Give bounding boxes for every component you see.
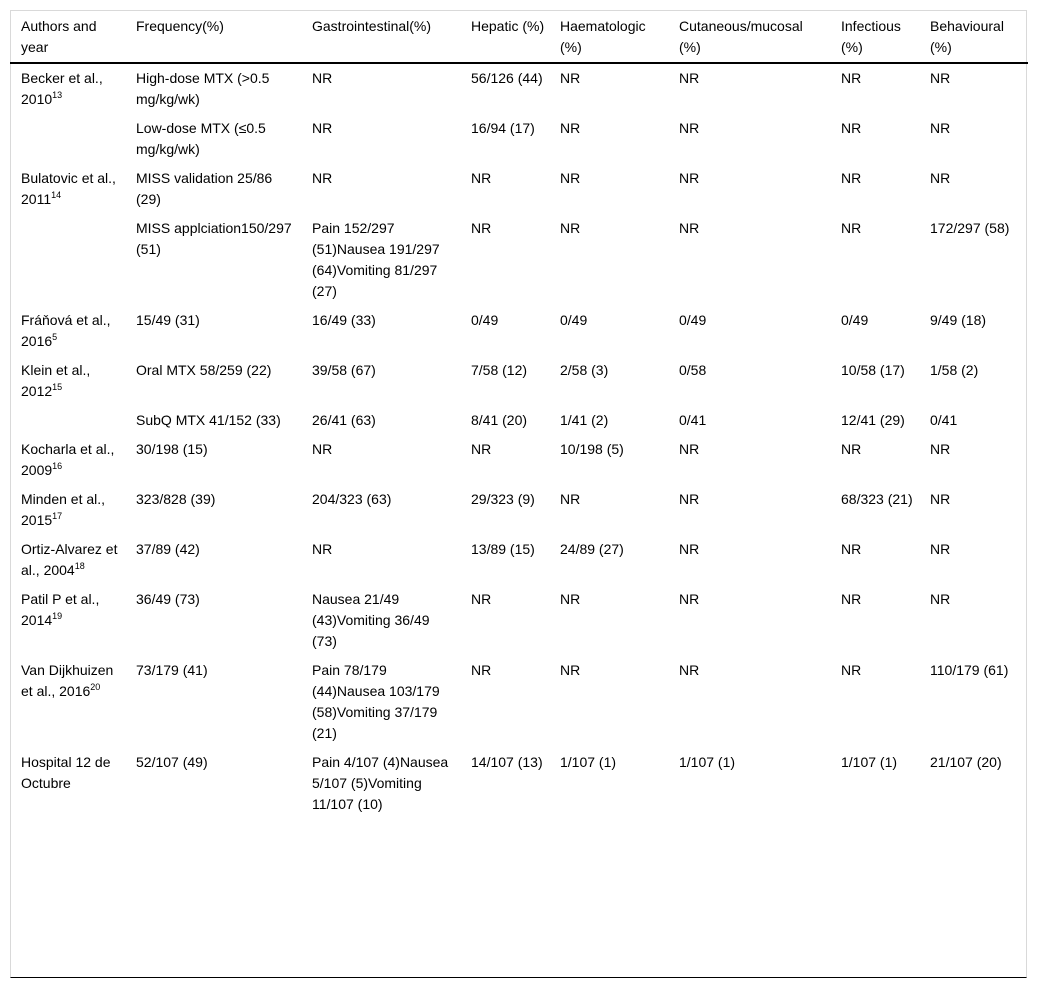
cell-hepatic xyxy=(460,485,549,535)
cell-hepatic-text: 14/107 (13) xyxy=(471,754,543,770)
cell-infectious-text: 10/58 (17) xyxy=(841,362,905,378)
reference-number: 17 xyxy=(52,511,63,521)
cell-infectious-text: NR xyxy=(841,541,862,557)
cell-cutaneous xyxy=(668,63,830,114)
cell-infectious-text: NR xyxy=(841,441,862,457)
cell-behavioural xyxy=(919,306,1028,356)
cell-infectious xyxy=(830,485,919,535)
header-infectious: Infectious (%) xyxy=(830,10,919,63)
cell-gastrointestinal-text: Nausea 21/49 (43)Vomiting 36/49 (73) xyxy=(312,591,430,649)
table-row xyxy=(10,63,1028,114)
cell-frequency xyxy=(125,114,301,164)
cell-gastrointestinal xyxy=(301,356,460,406)
cell-cutaneous-text: 0/41 xyxy=(679,412,707,428)
cell-author xyxy=(10,406,125,435)
cell-hepatic xyxy=(460,535,549,585)
cell-hepatic xyxy=(460,356,549,406)
cell-hepatic-text: 56/126 (44) xyxy=(471,70,543,86)
cell-hepatic-text: 16/94 (17) xyxy=(471,120,535,136)
cell-behavioural-text: 172/297 (58) xyxy=(930,220,1010,236)
cell-infectious xyxy=(830,356,919,406)
cell-hepatic-text: NR xyxy=(471,170,492,186)
cell-gastrointestinal xyxy=(301,435,460,485)
cell-gastrointestinal-text: NR xyxy=(312,541,333,557)
cell-behavioural-text: NR xyxy=(930,591,951,607)
table-row xyxy=(10,748,1028,821)
cell-behavioural xyxy=(919,63,1028,114)
header-frequency: Frequency(%) xyxy=(125,10,301,63)
cell-cutaneous xyxy=(668,306,830,356)
cell-cutaneous-text: NR xyxy=(679,220,700,236)
reference-number: 19 xyxy=(52,611,63,621)
cell-hepatic-text: NR xyxy=(471,441,492,457)
header-row xyxy=(10,10,1028,63)
cell-gastrointestinal xyxy=(301,214,460,306)
cell-cutaneous xyxy=(668,406,830,435)
cell-haematologic-text: 24/89 (27) xyxy=(560,541,624,557)
cell-behavioural xyxy=(919,535,1028,585)
cell-hepatic-text: 8/41 (20) xyxy=(471,412,528,428)
cell-cutaneous xyxy=(668,214,830,306)
cell-infectious-text: NR xyxy=(841,170,862,186)
cell-frequency-text: SubQ MTX 41/152 (33) xyxy=(136,412,281,428)
cell-author xyxy=(10,748,125,821)
cell-author-text: Minden et al., 2015 xyxy=(21,491,106,528)
cell-author xyxy=(10,164,125,214)
cell-author-text: Ortiz-Alvarez et al., 2004 xyxy=(21,541,118,578)
cell-behavioural xyxy=(919,656,1028,748)
reference-number: 15 xyxy=(52,382,63,392)
cell-hepatic xyxy=(460,114,549,164)
cell-gastrointestinal-text: NR xyxy=(312,70,333,86)
cell-cutaneous xyxy=(668,164,830,214)
cell-behavioural-text: 9/49 (18) xyxy=(930,312,987,328)
cell-infectious xyxy=(830,164,919,214)
cell-cutaneous-text: NR xyxy=(679,120,700,136)
cell-behavioural-text: 1/58 (2) xyxy=(930,362,979,378)
cell-behavioural xyxy=(919,356,1028,406)
cell-behavioural-text: 21/107 (20) xyxy=(930,754,1002,770)
cell-cutaneous-text: NR xyxy=(679,441,700,457)
cell-cutaneous-text: 1/107 (1) xyxy=(679,754,736,770)
cell-hepatic xyxy=(460,164,549,214)
reference-number: 16 xyxy=(52,461,63,471)
cell-haematologic xyxy=(549,356,668,406)
cell-cutaneous-text: NR xyxy=(679,170,700,186)
cell-cutaneous xyxy=(668,585,830,656)
cell-infectious-text: NR xyxy=(841,591,862,607)
cell-frequency-text: 323/828 (39) xyxy=(136,491,216,507)
reference-number: 18 xyxy=(74,561,85,571)
reference-number: 20 xyxy=(90,682,101,692)
cell-frequency xyxy=(125,748,301,821)
cell-behavioural xyxy=(919,164,1028,214)
cell-gastrointestinal-text: 26/41 (63) xyxy=(312,412,376,428)
cell-haematologic-text: 0/49 xyxy=(560,312,588,328)
cell-frequency-text: 30/198 (15) xyxy=(136,441,208,457)
cell-gastrointestinal-text: NR xyxy=(312,170,333,186)
cell-frequency-text: Low-dose MTX (≤0.5 mg/kg/wk) xyxy=(136,120,266,157)
cell-haematologic-text: NR xyxy=(560,491,581,507)
cell-haematologic-text: NR xyxy=(560,70,581,86)
cell-author xyxy=(10,535,125,585)
cell-haematologic-text: NR xyxy=(560,170,581,186)
cell-infectious xyxy=(830,406,919,435)
cell-behavioural-text: NR xyxy=(930,170,951,186)
cell-haematologic xyxy=(549,114,668,164)
cell-haematologic xyxy=(549,585,668,656)
cell-gastrointestinal-text: Pain 4/107 (4)Nausea 5/107 (5)Vomiting 11/107 (10) xyxy=(312,754,449,812)
cell-gastrointestinal xyxy=(301,164,460,214)
cell-cutaneous-text: NR xyxy=(679,491,700,507)
cell-haematologic-text: 2/58 (3) xyxy=(560,362,609,378)
cell-frequency xyxy=(125,164,301,214)
cell-frequency xyxy=(125,485,301,535)
cell-author xyxy=(10,435,125,485)
cell-cutaneous xyxy=(668,535,830,585)
cell-cutaneous xyxy=(668,748,830,821)
cell-haematologic-text: 10/198 (5) xyxy=(560,441,624,457)
cell-gastrointestinal xyxy=(301,748,460,821)
cell-gastrointestinal xyxy=(301,656,460,748)
cell-behavioural-text: NR xyxy=(930,70,951,86)
cell-gastrointestinal-text: Pain 78/179 (44)Nausea 103/179 (58)Vomiting 37/179 (21) xyxy=(312,662,440,741)
cell-cutaneous-text: 0/58 xyxy=(679,362,707,378)
table-row xyxy=(10,214,1028,306)
cell-author-text: Fráňová et al., 2016 xyxy=(21,312,111,349)
cell-haematologic-text: NR xyxy=(560,662,581,678)
cell-behavioural xyxy=(919,406,1028,435)
cell-hepatic xyxy=(460,406,549,435)
cell-frequency-text: High-dose MTX (>0.5 mg/kg/wk) xyxy=(136,70,270,107)
cell-cutaneous xyxy=(668,435,830,485)
cell-hepatic-text: NR xyxy=(471,662,492,678)
cell-infectious xyxy=(830,535,919,585)
cell-gastrointestinal xyxy=(301,485,460,535)
cell-haematologic xyxy=(549,485,668,535)
cell-haematologic xyxy=(549,535,668,585)
cell-author xyxy=(10,63,125,114)
cell-behavioural xyxy=(919,485,1028,535)
cell-author xyxy=(10,214,125,306)
header-authors: Authors and year xyxy=(10,10,125,63)
cell-frequency xyxy=(125,656,301,748)
cell-haematologic xyxy=(549,306,668,356)
cell-hepatic xyxy=(460,435,549,485)
cell-infectious xyxy=(830,656,919,748)
cell-author xyxy=(10,485,125,535)
cell-infectious xyxy=(830,306,919,356)
cell-infectious-text: NR xyxy=(841,220,862,236)
cell-frequency xyxy=(125,214,301,306)
cell-gastrointestinal-text: NR xyxy=(312,120,333,136)
cell-infectious-text: 0/49 xyxy=(841,312,869,328)
cell-frequency xyxy=(125,535,301,585)
cell-hepatic-text: 13/89 (15) xyxy=(471,541,535,557)
cell-hepatic xyxy=(460,306,549,356)
cell-cutaneous xyxy=(668,656,830,748)
cell-author-text: Van Dijkhuizen et al., 2016 xyxy=(21,662,114,699)
cell-hepatic xyxy=(460,214,549,306)
cell-hepatic xyxy=(460,63,549,114)
reference-number: 13 xyxy=(52,90,63,100)
cell-hepatic-text: NR xyxy=(471,220,492,236)
cell-infectious-text: 1/107 (1) xyxy=(841,754,898,770)
cell-gastrointestinal xyxy=(301,535,460,585)
cell-infectious xyxy=(830,435,919,485)
cell-cutaneous-text: NR xyxy=(679,662,700,678)
cell-infectious-text: 68/323 (21) xyxy=(841,491,913,507)
cell-author-text: Patil P et al., 2014 xyxy=(21,591,100,628)
cell-frequency-text: MISS applciation150/297 (51) xyxy=(136,220,292,257)
cell-behavioural-text: NR xyxy=(930,441,951,457)
table-row xyxy=(10,656,1028,748)
cell-cutaneous xyxy=(668,114,830,164)
cell-gastrointestinal xyxy=(301,406,460,435)
cell-infectious xyxy=(830,585,919,656)
adverse-events-table xyxy=(10,10,1028,821)
cell-hepatic xyxy=(460,656,549,748)
cell-author-text: Becker et al., 2010 xyxy=(21,70,103,107)
cell-gastrointestinal xyxy=(301,585,460,656)
cell-haematologic xyxy=(549,748,668,821)
table-body xyxy=(10,63,1028,821)
table-row xyxy=(10,585,1028,656)
header-hepatic: Hepatic (%) xyxy=(460,10,549,63)
cell-frequency-text: Oral MTX 58/259 (22) xyxy=(136,362,272,378)
cell-hepatic-text: 29/323 (9) xyxy=(471,491,535,507)
cell-frequency-text: 52/107 (49) xyxy=(136,754,208,770)
cell-behavioural xyxy=(919,748,1028,821)
cell-author xyxy=(10,306,125,356)
cell-author xyxy=(10,585,125,656)
cell-infectious xyxy=(830,748,919,821)
cell-gastrointestinal xyxy=(301,306,460,356)
cell-frequency xyxy=(125,356,301,406)
cell-frequency-text: 15/49 (31) xyxy=(136,312,200,328)
cell-gastrointestinal-text: 16/49 (33) xyxy=(312,312,376,328)
table-row xyxy=(10,535,1028,585)
cell-haematologic xyxy=(549,406,668,435)
cell-infectious xyxy=(830,63,919,114)
cell-infectious-text: 12/41 (29) xyxy=(841,412,905,428)
table-row xyxy=(10,406,1028,435)
cell-frequency xyxy=(125,63,301,114)
cell-behavioural-text: NR xyxy=(930,541,951,557)
cell-hepatic xyxy=(460,748,549,821)
cell-author-text: Hospital 12 de Octubre xyxy=(21,754,111,791)
cell-author-text: Kocharla et al., 2009 xyxy=(21,441,115,478)
cell-frequency xyxy=(125,585,301,656)
reference-number: 14 xyxy=(51,190,62,200)
reference-number: 5 xyxy=(52,332,58,342)
cell-author xyxy=(10,114,125,164)
header-cutaneous: Cutaneous/mucosal (%) xyxy=(668,10,830,63)
cell-frequency-text: 73/179 (41) xyxy=(136,662,208,678)
cell-infectious xyxy=(830,214,919,306)
cell-haematologic-text: 1/41 (2) xyxy=(560,412,609,428)
cell-infectious xyxy=(830,114,919,164)
cell-cutaneous-text: NR xyxy=(679,70,700,86)
cell-cutaneous-text: 0/49 xyxy=(679,312,707,328)
cell-haematologic xyxy=(549,435,668,485)
cell-infectious-text: NR xyxy=(841,662,862,678)
cell-haematologic-text: 1/107 (1) xyxy=(560,754,617,770)
cell-gastrointestinal xyxy=(301,63,460,114)
table-row xyxy=(10,114,1028,164)
header-haematologic: Haematologic (%) xyxy=(549,10,668,63)
cell-hepatic-text: 0/49 xyxy=(471,312,499,328)
cell-gastrointestinal-text: Pain 152/297 (51)Nausea 191/297 (64)Vomiting 81/297 (27) xyxy=(312,220,440,299)
cell-haematologic-text: NR xyxy=(560,220,581,236)
cell-gastrointestinal-text: 204/323 (63) xyxy=(312,491,392,507)
header-behavioural: Behavioural (%) xyxy=(919,10,1028,63)
cell-author xyxy=(10,656,125,748)
cell-frequency-text: 37/89 (42) xyxy=(136,541,200,557)
cell-behavioural-text: 110/179 (61) xyxy=(930,662,1009,678)
cell-cutaneous xyxy=(668,356,830,406)
cell-haematologic xyxy=(549,214,668,306)
cell-gastrointestinal-text: NR xyxy=(312,441,333,457)
cell-infectious-text: NR xyxy=(841,120,862,136)
cell-frequency-text: 36/49 (73) xyxy=(136,591,200,607)
table-row xyxy=(10,356,1028,406)
cell-frequency xyxy=(125,406,301,435)
table-row xyxy=(10,485,1028,535)
cell-behavioural-text: 0/41 xyxy=(930,412,958,428)
cell-haematologic-text: NR xyxy=(560,591,581,607)
cell-behavioural-text: NR xyxy=(930,491,951,507)
table-row xyxy=(10,306,1028,356)
cell-behavioural xyxy=(919,214,1028,306)
cell-behavioural xyxy=(919,114,1028,164)
cell-frequency xyxy=(125,435,301,485)
header-gastrointestinal: Gastrointestinal(%) xyxy=(301,10,460,63)
cell-cutaneous xyxy=(668,485,830,535)
cell-haematologic xyxy=(549,63,668,114)
cell-behavioural-text: NR xyxy=(930,120,951,136)
cell-frequency-text: MISS validation 25/86 (29) xyxy=(136,170,273,207)
cell-haematologic xyxy=(549,656,668,748)
cell-author xyxy=(10,356,125,406)
cell-hepatic-text: NR xyxy=(471,591,492,607)
cell-behavioural xyxy=(919,435,1028,485)
cell-author-text: Klein et al., 2012 xyxy=(21,362,91,399)
cell-gastrointestinal xyxy=(301,114,460,164)
cell-haematologic-text: NR xyxy=(560,120,581,136)
cell-haematologic xyxy=(549,164,668,214)
cell-gastrointestinal-text: 39/58 (67) xyxy=(312,362,376,378)
cell-frequency xyxy=(125,306,301,356)
cell-hepatic-text: 7/58 (12) xyxy=(471,362,528,378)
cell-author-text: Bulatovic et al., 2011 xyxy=(21,170,116,207)
cell-infectious-text: NR xyxy=(841,70,862,86)
cell-cutaneous-text: NR xyxy=(679,591,700,607)
table-row xyxy=(10,164,1028,214)
cell-cutaneous-text: NR xyxy=(679,541,700,557)
cell-hepatic xyxy=(460,585,549,656)
cell-behavioural xyxy=(919,585,1028,656)
table-row xyxy=(10,435,1028,485)
table-header xyxy=(10,10,1028,63)
